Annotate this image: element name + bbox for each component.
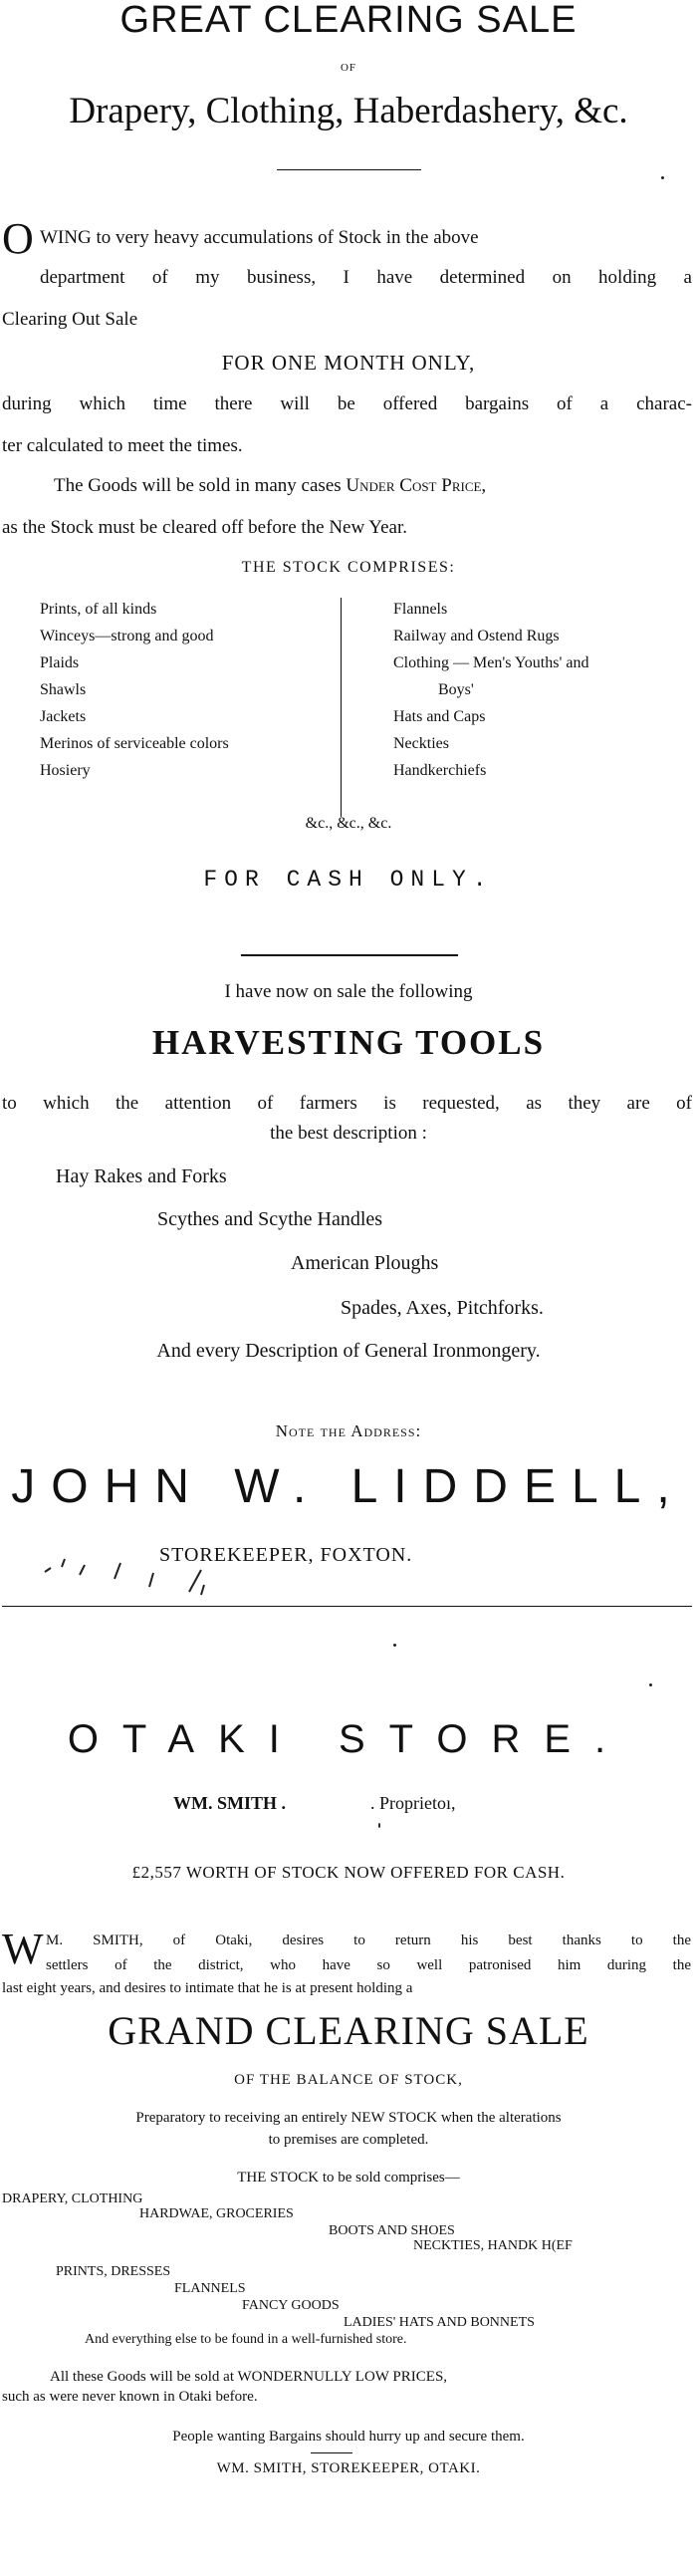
stock-list-right <box>393 596 588 784</box>
stock-item: FANCY GOODS <box>242 2298 340 2313</box>
proprietor-label: . Proprietoı, <box>370 1793 456 1813</box>
intro-line: WING to very heavy accumulations of Stock in the above <box>40 227 479 248</box>
stock-item: Winceys—strong and good <box>40 628 214 644</box>
merchant-location: STOREKEEPER, FOXTON. <box>159 1544 413 1566</box>
tool-item: Hay Rakes and Forks <box>56 1165 227 1187</box>
stock-item: Prints, of all kinds <box>40 601 157 618</box>
intro-line: settlers of the district, who have so well patronised him during the <box>46 1957 691 1973</box>
wonderful-prices: such as were never known in Otaki before. <box>2 2389 258 2405</box>
stock-item: Shawls <box>40 681 87 698</box>
goods-text: The Goods will be sold in many cases <box>54 475 342 496</box>
ad-subtitle: Drapery, Clothing, Haberdashery, &c. <box>69 91 628 131</box>
stock-item: Boys' <box>438 681 474 698</box>
stock-item: DRAPERY, CLOTHING <box>2 2191 143 2206</box>
stock-item: Neckties <box>393 735 449 752</box>
stock-item: Clothing — Men's Youths' and <box>393 654 589 671</box>
etc: &c., &c., &c. <box>305 815 392 832</box>
balance-of-stock: OF THE BALANCE OF STOCK, <box>234 2072 463 2088</box>
stock-item: Handkerchiefs <box>393 762 487 779</box>
stock-list-left <box>40 596 229 784</box>
under-cost-price: Under Cost Price, <box>346 475 487 496</box>
of-label: OF <box>340 62 357 74</box>
stock-item: Jackets <box>40 708 87 725</box>
drop-cap: O <box>2 214 34 263</box>
print-speck <box>393 1644 396 1647</box>
drop-cap: W <box>2 1925 44 1973</box>
month-only: FOR ONE MONTH ONLY, <box>221 351 476 375</box>
stock-item: Plaids <box>40 654 80 671</box>
print-speck <box>649 1683 652 1686</box>
signature: WM. SMITH, STOREKEEPER, OTAKI. <box>216 2460 481 2476</box>
wonderful-prices: All these Goods will be sold at WONDERNULLY LOW PRICES, <box>50 2369 448 2385</box>
stock-item: Hats and Caps <box>393 708 486 725</box>
divider <box>311 2452 352 2453</box>
stock-item: BOOTS AND SHOES <box>329 2223 455 2238</box>
note-address: Note the Address: <box>275 1421 422 1440</box>
tool-item: Spades, Axes, Pitchforks. <box>341 1297 544 1319</box>
stock-item: Hosiery <box>40 762 91 779</box>
stock-item: And everything else to be found in a well-furnished store. <box>85 2332 407 2347</box>
goods-line <box>54 475 486 497</box>
column-divider <box>341 598 342 817</box>
preparatory-line: Preparatory to receiving an entirely NEW STOCK when the alterations <box>135 2110 562 2126</box>
ad-title: GREAT CLEARING SALE <box>119 0 578 41</box>
general-ironmongery: And every Description of General Ironmongery. <box>156 1340 541 1362</box>
stock-item: PRINTS, DRESSES <box>56 2264 171 2279</box>
ink-smudge <box>40 1537 339 1607</box>
hurry-line: People wanting Bargains should hurry up and secure them. <box>172 2429 525 2445</box>
stock-worth: £2,557 WORTH OF STOCK NOW OFFERED FOR CASH. <box>131 1863 566 1882</box>
tool-item: Scythes and Scythe Handles <box>157 1208 383 1230</box>
preparatory-line: to premises are completed. <box>268 2132 429 2148</box>
divider <box>241 954 458 956</box>
during-line: ter calculated to meet the times. <box>2 435 243 456</box>
stock-heading: THE STOCK COMPRISES: <box>241 559 456 576</box>
tools-heading: HARVESTING TOOLS <box>151 1023 546 1062</box>
intro-line: department of my business, I have determined on holding a <box>40 267 692 288</box>
intro-line: M. SMITH, of Otaki, desires to return his best thanks to the <box>46 1932 691 1948</box>
print-speck <box>378 1823 380 1828</box>
section-separator <box>2 1606 692 1607</box>
stock-item: FLANNELS <box>174 2281 246 2296</box>
grand-clearing-sale: GRAND CLEARING SALE <box>108 2008 589 2053</box>
merchant-name: JOHN W. LIDDELL, <box>11 1460 686 1513</box>
stock-item: Flannels <box>393 601 448 618</box>
print-speck <box>661 176 664 179</box>
now-on-sale: I have now on sale the following <box>224 981 473 1002</box>
stock-item: Merinos of serviceable colors <box>40 735 229 752</box>
stock-item: NECKTIES, HANDK H(EF <box>413 2238 573 2253</box>
farmers-line: the best description : <box>270 1123 427 1144</box>
goods-line: as the Stock must be cleared off before the New Year. <box>2 517 407 538</box>
stock-item: LADIES' HATS AND BONNETS <box>344 2315 535 2330</box>
store-title: OTAKI STORE. <box>67 1717 630 1761</box>
cash-only: FOR CASH ONLY. <box>203 867 494 893</box>
stock-item: Railway and Ostend Rugs <box>393 628 560 644</box>
proprietor-name: WM. SMITH . <box>173 1793 287 1813</box>
stock-heading: THE STOCK to be sold comprises— <box>237 2170 460 2186</box>
divider <box>277 169 421 170</box>
intro-line: Clearing Out Sale <box>2 309 138 330</box>
tool-item: American Ploughs <box>291 1252 439 1274</box>
intro-line: last eight years, and desires to intimate that he is at present holding a <box>2 1980 413 1996</box>
during-line: during which time there will be offered bargains of a charac- <box>2 393 692 414</box>
farmers-line: to which the attention of farmers is requested, as they are of <box>2 1093 692 1114</box>
stock-item: HARDWAE, GROCERIES <box>139 2206 294 2221</box>
